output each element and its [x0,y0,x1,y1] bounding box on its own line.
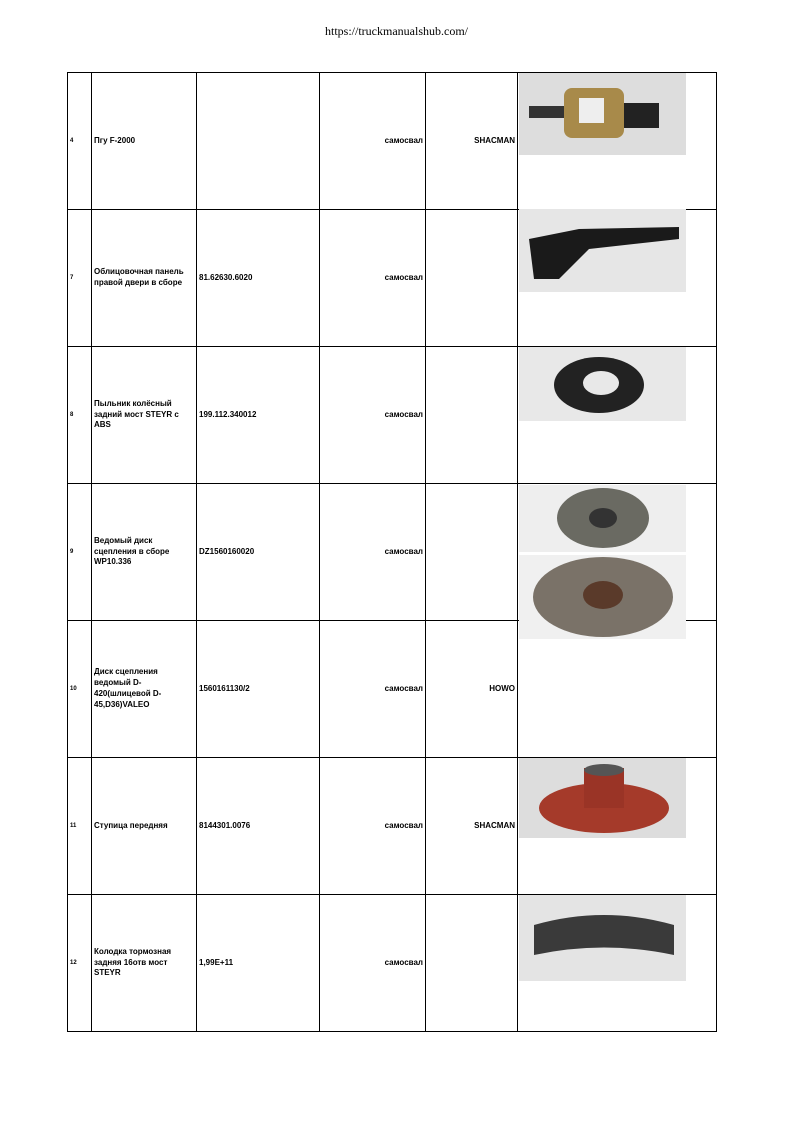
row-number: 12 [68,895,92,1032]
brand-name: SHACMAN [426,758,518,895]
part-name: Колодка тормозная задняя 16отв мост STEYR [92,895,197,1032]
vehicle-type: самосвал [320,347,426,484]
brake-shoe-photo [519,895,686,981]
table-row [68,484,717,621]
page-url: https://truckmanualshub.com/ [325,24,468,38]
vehicle-type: самосвал [320,895,426,1032]
row-number: 4 [68,73,92,210]
brand-name: HOWO [426,621,518,758]
table-row [68,758,717,895]
part-code: 81.62630.6020 [197,210,320,347]
part-image-cell [518,73,717,210]
brand-name: SHACMAN [426,73,518,210]
part-image-cell [518,758,717,895]
part-name: Ступица передняя [92,758,197,895]
part-name: Пыльник колёсный задний мост STEYR с ABS [92,347,197,484]
clutch-booster-photo [519,73,686,155]
brand-name [426,347,518,484]
table-row [68,73,717,210]
vehicle-type: самосвал [320,758,426,895]
part-image-cell [518,621,717,758]
part-name: Диск сцепления ведомый D-420(шлицевой D-45,D36)VALEO [92,621,197,758]
table-row [68,621,717,758]
vehicle-type: самосвал [320,621,426,758]
row-number: 9 [68,484,92,621]
row-number: 7 [68,210,92,347]
table-row [68,347,717,484]
part-name: Пгу F-2000 [92,73,197,210]
row-number: 8 [68,347,92,484]
part-code [197,73,320,210]
vehicle-type: самосвал [320,73,426,210]
part-name: Облицовочная панель правой двери в сборе [92,210,197,347]
part-code: 199.112.340012 [197,347,320,484]
brand-name [426,895,518,1032]
brand-name [426,484,518,621]
row-number: 11 [68,758,92,895]
part-image-cell [518,895,717,1032]
part-code: 8144301.0076 [197,758,320,895]
vehicle-type: самосвал [320,210,426,347]
brand-name [426,210,518,347]
part-image-cell [518,484,717,621]
part-code: 1560161130/2 [197,621,320,758]
part-image-cell [518,210,717,347]
parts-table [67,72,717,1032]
part-name: Ведомый диск сцепления в сборе WP10.336 [92,484,197,621]
wheel-hub-photo [519,758,686,838]
table-row [68,895,717,1032]
dust-cover-photo [519,347,686,421]
door-panel-photo [519,209,686,292]
table-row [68,210,717,347]
part-image-cell [518,347,717,484]
part-code: 1,99E+11 [197,895,320,1032]
vehicle-type: самосвал [320,484,426,621]
clutch-disc-photo [519,485,686,552]
row-number: 10 [68,621,92,758]
part-code: DZ1560160020 [197,484,320,621]
